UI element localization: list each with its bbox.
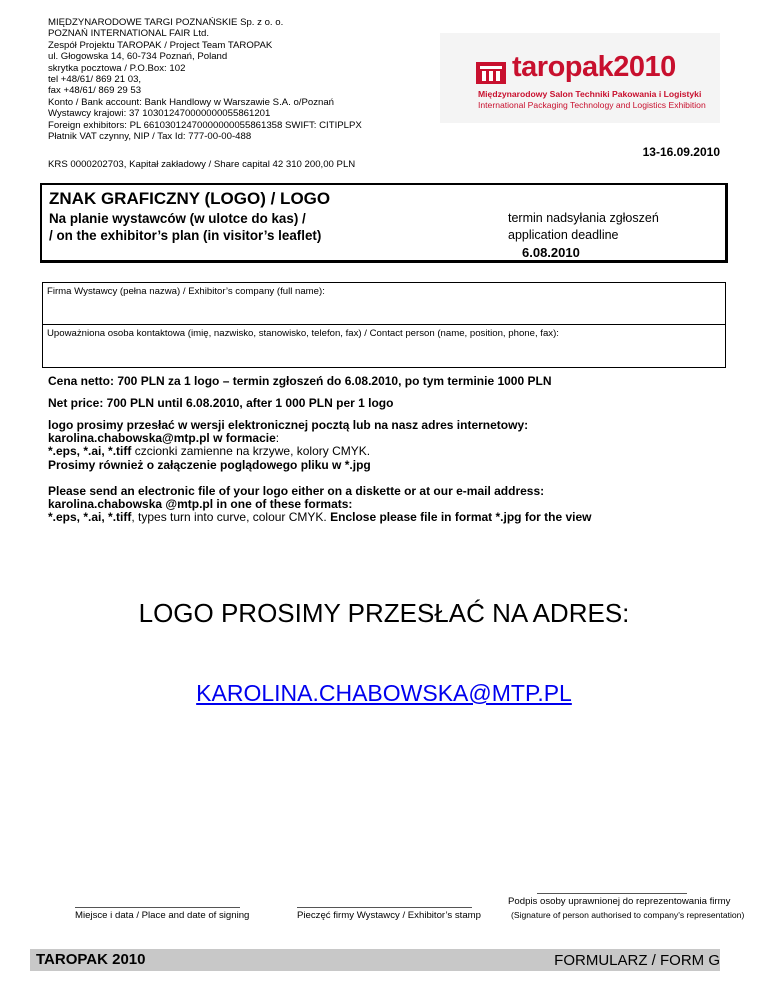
- sender-line: ul. Głogowska 14, 60-734 Poznań, Poland: [48, 51, 228, 63]
- instructions-pl: [48, 419, 528, 472]
- sender-line: Konto / Bank account: Bank Handlowy w Warszawie S.A. o/Poznań: [48, 96, 335, 108]
- event-dates: 13-16.09.2010: [642, 145, 720, 159]
- sender-line: Wystawcy krajowi: 37 103012470000000055861201: [48, 108, 271, 120]
- contact-field-input[interactable]: [47, 343, 717, 363]
- instructions-pl-line1: logo prosimy przesłać w wersji elektronicznej pocztą lub na nasz adres internetowy:: [48, 418, 529, 432]
- form-title: ZNAK GRAFICZNY (LOGO) / LOGO: [49, 189, 331, 208]
- company-field[interactable]: [43, 283, 725, 325]
- deadline-label-pl: termin nadsyłania zgłoszeń: [508, 211, 659, 225]
- brand-subtitle-pl: Międzynarodowy Salon Techniki Pakowania i Logistyki: [478, 89, 702, 99]
- sender-line: Płatnik VAT czynny, NIP / Tax Id: 777-00-00-488: [48, 131, 252, 143]
- stamp-label: Pieczęć firmy Wystawcy / Exhibitor’s stamp: [297, 910, 482, 921]
- instructions-en-line1: Please send an electronic file of your logo either on a diskette or at our e-mail address:: [48, 484, 545, 498]
- instructions-pl-line4: Prosimy również o załączenie poglądowego pliku w *.jpg: [48, 457, 371, 472]
- price-pl: Cena netto: 700 PLN za 1 logo – termin zgłoszeń do 6.08.2010, po tym terminie 1000 PLN: [48, 374, 552, 388]
- instructions-pl-format-note: czcionki zamienne na krzywe, kolory CMYK.: [131, 444, 371, 459]
- signature-label-en: (Signature of person authorised to company's representation): [511, 910, 745, 920]
- brand-subtitle-en: International Packaging Technology and Logistics Exhibition: [478, 100, 706, 110]
- footer-event-name: TAROPAK 2010: [36, 951, 146, 968]
- place-date-line: [75, 907, 240, 908]
- instructions-en-line3: [48, 511, 592, 524]
- send-email-link[interactable]: KAROLINA.CHABOWSKA@MTP.PL: [196, 680, 572, 706]
- price-en: Net price: 700 PLN until 6.08.2010, after 1 000 PLN per 1 logo: [48, 396, 394, 410]
- instructions-pl-email: karolina.chabowska@mtp.pl w formacie: [48, 431, 276, 446]
- place-date-label: Miejsce i data / Place and date of signing: [75, 910, 250, 921]
- signature-line: [537, 893, 687, 894]
- form-subtitle-line1: Na planie wystawców (w ulotce do kas) /: [49, 211, 306, 226]
- footer-form-id: FORMULARZ / FORM G: [554, 952, 720, 969]
- sender-line: MIĘDZYNARODOWE TARGI POZNAŃSKIE Sp. z o. o.: [48, 17, 284, 28]
- contact-field-label: Upoważniona osoba kontaktowa (imię, nazwisko, stanowisko, telefon, fax) / Contact person (name, position, phone, fax):: [47, 328, 559, 339]
- krs-line: KRS 0000202703, Kapitał zakładowy / Share capital 42 310 200,00 PLN: [48, 159, 356, 170]
- instructions-en: [48, 485, 592, 525]
- send-logo-heading: LOGO PROSIMY PRZESŁAĆ NA ADRES:: [138, 598, 630, 628]
- company-field-label: Firma Wystawcy (pełna nazwa) / Exhibitor’s company (full name):: [47, 286, 325, 297]
- stamp-line: [297, 907, 472, 908]
- sender-line: tel +48/61/ 869 21 03,: [48, 74, 142, 86]
- instructions-pl-formats: *.eps, *.ai, *.tiff: [48, 444, 132, 459]
- sender-line: skrytka pocztowa / P.O.Box: 102: [48, 62, 186, 74]
- instructions-pl-colon: :: [275, 431, 280, 446]
- form-header-box: [40, 183, 728, 263]
- contact-field[interactable]: [43, 325, 725, 367]
- instructions-en-jpg-note: Enclose please file in format *.jpg for the view: [330, 510, 592, 525]
- form-subtitle-line2: / on the exhibitor’s plan (in visitor’s leaflet): [49, 228, 322, 243]
- footer-bar: [30, 949, 720, 971]
- company-field-input[interactable]: [47, 301, 717, 321]
- deadline-label-en: application deadline: [508, 228, 619, 242]
- brand-name: taropak2010: [512, 51, 676, 83]
- instructions-pl-line3: [48, 445, 528, 458]
- taropak-logo-icon: [476, 60, 506, 84]
- instructions-en-formats: *.eps, *.ai, *.tiff: [48, 510, 132, 525]
- sender-address: [48, 17, 362, 142]
- sender-line: Zespół Projektu TAROPAK / Project Team TAROPAK: [48, 39, 273, 51]
- exhibitor-fields: [42, 282, 726, 368]
- sender-line: POZNAŃ INTERNATIONAL FAIR Ltd.: [48, 28, 209, 40]
- instructions-en-format-note: , types turn into curve, colour CMYK.: [131, 510, 331, 525]
- deadline-date: 6.08.2010: [522, 245, 580, 260]
- taropak-logo: [440, 33, 720, 123]
- sender-line: Foreign exhibitors: PL 66103012470000000055861358 SWIFT: CITIPLPX: [48, 119, 362, 131]
- instructions-en-line2: karolina.chabowska @mtp.pl in one of these formats:: [48, 497, 353, 512]
- sender-line: fax +48/61/ 869 29 53: [48, 85, 142, 97]
- signature-label-pl: Podpis osoby uprawnionej do reprezentowania firmy: [508, 896, 731, 907]
